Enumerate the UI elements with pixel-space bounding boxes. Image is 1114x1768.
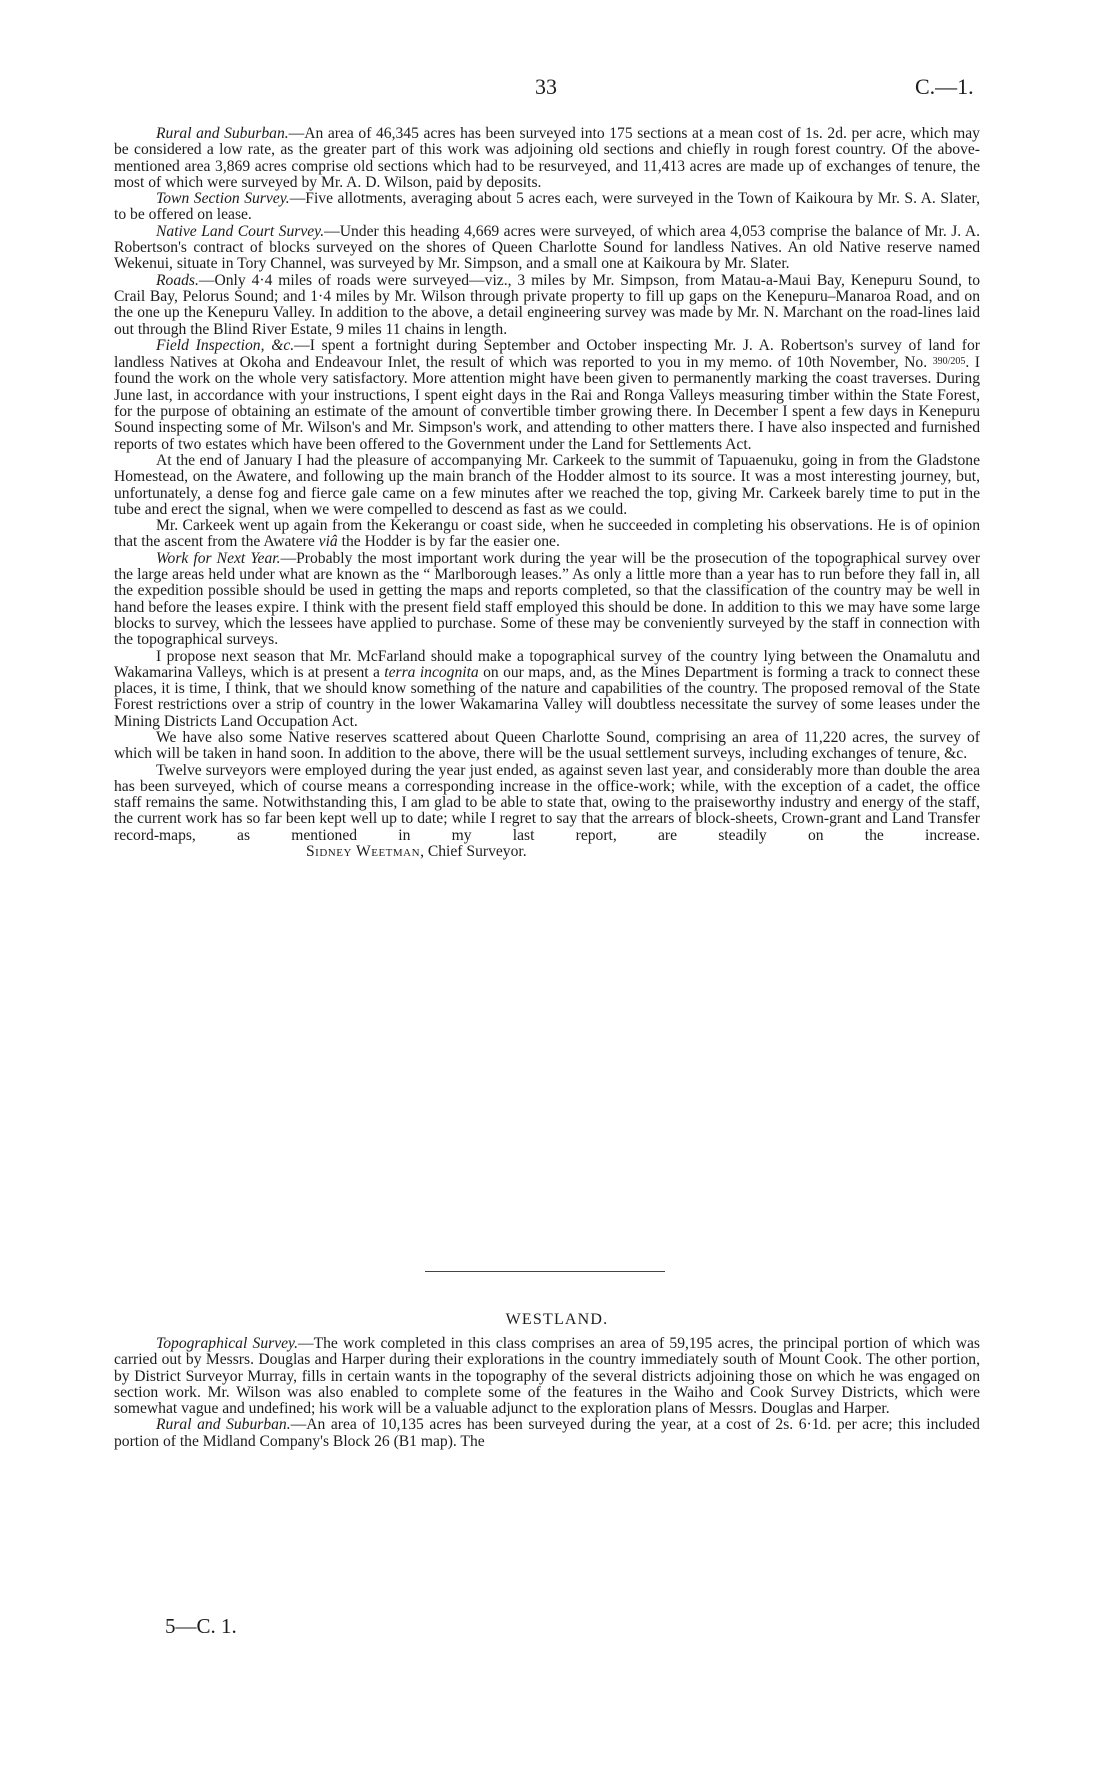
paragraph-native-land-court-survey: [114, 224, 980, 273]
paragraph-westland-rural-suburban: [114, 1417, 980, 1450]
italic-term: terra incognita: [384, 663, 479, 681]
paragraph-field-inspection: [114, 338, 980, 453]
paragraph-text: on our maps, and, as the Mines Department is forming a track to connect these places, it is time, I think, that we should know something of the nature and capabilities of the country. The proposed removal of the State Forest restrictions over a strip of country in the lower Wakamarina Valley will doubtless necessitate the survey of some leases under the Mining Districts Land Occupation Act.: [114, 663, 980, 730]
italic-term: viâ: [318, 533, 338, 551]
paragraph-heading: Rural and Suburban.: [156, 125, 289, 142]
paragraph-text: the Hodder is by far the easier one.: [337, 533, 560, 551]
paragraph-text: —Probably the most important work during the year will be the prosecution of the topographical survey over the large areas held under what are known as the “ Marlborough leases.” As only a little more than a year has to run before they fall in, all the expedition possible should be used in getting the maps and reports completed, so that the classification of the country may be well in hand before the leases expire. I think with the present field staff employed this should be done. In addition to this we may have some large blocks to survey, which the lessees have applied to purchase. Some of these may be conveniently surveyed by the staff in connection with the topographical surveys.: [114, 549, 981, 649]
paragraph-text: Mr. Carkeek went up again from the Kekerangu or coast side, when he succeeded in completing his observations. He is of opinion that the ascent from the Awatere: [114, 517, 980, 551]
paragraph-text: —Five allotments, averaging about 5 acres each, were surveyed in the Town of Kaikoura by Mr. S. A. Slater, to be offered on lease.: [114, 190, 980, 224]
paragraph-text: We have also some Native reserves scattered about Queen Charlotte Sound, comprising an area of 11,220 acres, the survey of which will be taken in hand soon. In addition to the above, there will be the usual settlement surveys, including exchanges of tenure, &c.: [114, 728, 980, 763]
page-header: [0, 74, 1114, 104]
paragraph-topographical-proposal: [114, 649, 980, 730]
paragraph-text: —Under this heading 4,669 acres were surveyed, of which area 4,053 comprise the balance of Mr. J. A. Robertson's contract of blocks surveyed on the shores of Queen Charlotte Sound for landless Natives. An old Native reserve named Wekenui, situate in Tory Channel, was surveyed by Mr. Simpson, and a small one at Kaikoura by Mr. Slater.: [114, 222, 981, 273]
memo-number-fraction: 390/205: [932, 356, 966, 368]
paragraph-carkeek-ascent: [114, 518, 980, 551]
section-title-westland: WESTLAND.: [505, 1311, 609, 1328]
signature-title: , Chief Surveyor.: [420, 843, 527, 861]
paragraph-heading: Native Land Court Survey.: [156, 222, 325, 240]
chief-surveyor-signature: [264, 844, 527, 860]
paragraph-rural-suburban: [114, 126, 980, 191]
westland-report-body: [114, 1336, 980, 1450]
paragraph-text: —An area of 46,345 acres has been surveyed into 175 sections at a mean cost of 1s. 2d. per acre, which may be considered a low rate, as the greater part of this work was adjoining old sections and chiefly in rough forest country. Of the above-mentioned area 3,869 acres comprise old sections which had to be resurveyed, and 11,413 acres are made up of exchanges of tenure, the most of which were surveyed by Mr. A. D. Wilson, paid by deposits.: [114, 125, 980, 191]
document-reference: C.—1.: [915, 74, 974, 99]
paragraph-heading: Field Inspection, &c.: [156, 336, 295, 354]
paragraph-heading: Rural and Suburban.: [156, 1416, 291, 1434]
paragraph-text: At the end of January I had the pleasure of accompanying Mr. Carkeek to the summit of Tapuaenuku, going in from the Gladstone Homestead, on the Awatere, and following up the main branch of the Hodder almost to its source. It was a most interesting journey, but, unfortunately, a dense fog and fierce gale came on a few minutes after we reached the top, giving Mr. Carkeek barely time to put in the tube and erect the signal, when we were compelled to descend as fast as we could.: [114, 451, 980, 518]
paragraph-native-reserves: [114, 730, 980, 763]
paragraph-heading: Town Section Survey.: [156, 190, 290, 208]
paragraph-roads: [114, 273, 980, 338]
printer-signature-mark: 5—C. 1.: [165, 1614, 237, 1638]
marlborough-report-body: [114, 126, 980, 860]
paragraph-heading: Roads.: [156, 271, 199, 289]
paragraph-text: . I found the work on the whole very satisfactory. More attention might have been given to permanently marking the coast traverses. During June last, in accordance with your instructions, I spent eight days in the Rai and Ronga Valleys measuring timber within the State Forest, for the purpose of obtaining an estimate of the amount of convertible timber growing there. In December I spent a few days in Kenepuru Sound inspecting some of Mr. Wilson's and Mr. Simpson's work, and attending to other matters there. I have also inspected and furnished reports of two estates which have been offered to the Government under the Land for Settlements Act.: [114, 354, 980, 453]
page-number: 33: [535, 74, 557, 99]
paragraph-text: —An area of 10,135 acres has been surveyed during the year, at a cost of 2s. 6·1d. per acre; this included portion of the Midland Company's Block 26 (B1 map). The: [114, 1416, 980, 1450]
paragraph-work-for-next-year: [114, 551, 980, 649]
paragraph-text: —The work completed in this class comprises an area of 59,195 acres, the principal portion of which was carried out by Messrs. Douglas and Harper during their explorations in the country immediately south of Mount Cook. The other portion, by District Surveyor Murray, fills in certain wants in the topography of the several districts adjoining those on which he was engaged on section work. Mr. Wilson was also enabled to complete some of the features in the Waiho and Cook Survey Districts, which were somewhat vague and undefined; his work will be a valuable adjunct to the exploration plans of Messrs. Douglas and Harper.: [114, 1335, 980, 1418]
signature-name: Sidney Weetman: [306, 843, 421, 861]
paragraph-topographical-survey: [114, 1336, 980, 1417]
paragraph-tapuaenuku-journey: [114, 453, 980, 518]
paragraph-text: Twelve surveyors were employed during the year just ended, as against seven last year, and considerably more than double the area has been surveyed, which of course means a corresponding increase in the office-work; while, with the exception of a cadet, the office staff remains the same. Notwithstanding this, I am glad to be able to state that, owing to the praiseworthy industry and energy of the staff, the current work has so far been kept well up to date; while I regret to say that the arrears of block-sheets, Crown-grant and Land Transfer record-maps, as mentioned in my last report, are steadily on the increase.: [114, 761, 980, 844]
paragraph-heading: Topographical Survey.: [156, 1335, 299, 1352]
paragraph-heading: Work for Next Year.: [156, 549, 281, 567]
section-divider: [425, 1271, 665, 1272]
paragraph-text: —I spent a fortnight during September and October inspecting Mr. J. A. Robertson's survey of land for landless Natives at Okoha and Endeavour Inlet, the result of which was reported to you in my memo. of 10th November, No.: [114, 336, 980, 372]
paragraph-text: —Only 4·4 miles of roads were surveyed—viz., 3 miles by Mr. Simpson, from Matau-a-Maui Bay, Kenepuru Sound, to Crail Bay, Pelorus Sound; and 1·4 miles by Mr. Wilson through private property to fill up gaps on the Kenepuru–Manaroa Road, and on the one up the Kenepuru Valley. In addition to the above, a detail engineering survey was made by Mr. N. Marchant on the road-lines laid out through the Blind River Estate, 9 miles 11 chains in length.: [114, 271, 980, 338]
paragraph-text: I propose next season that Mr. McFarland should make a topographical survey of the country lying between the Onamalutu and Wakamarina Valleys, which is at present a: [114, 647, 980, 681]
paragraph-staff-summary: [114, 763, 980, 861]
paragraph-town-section-survey: [114, 191, 980, 224]
